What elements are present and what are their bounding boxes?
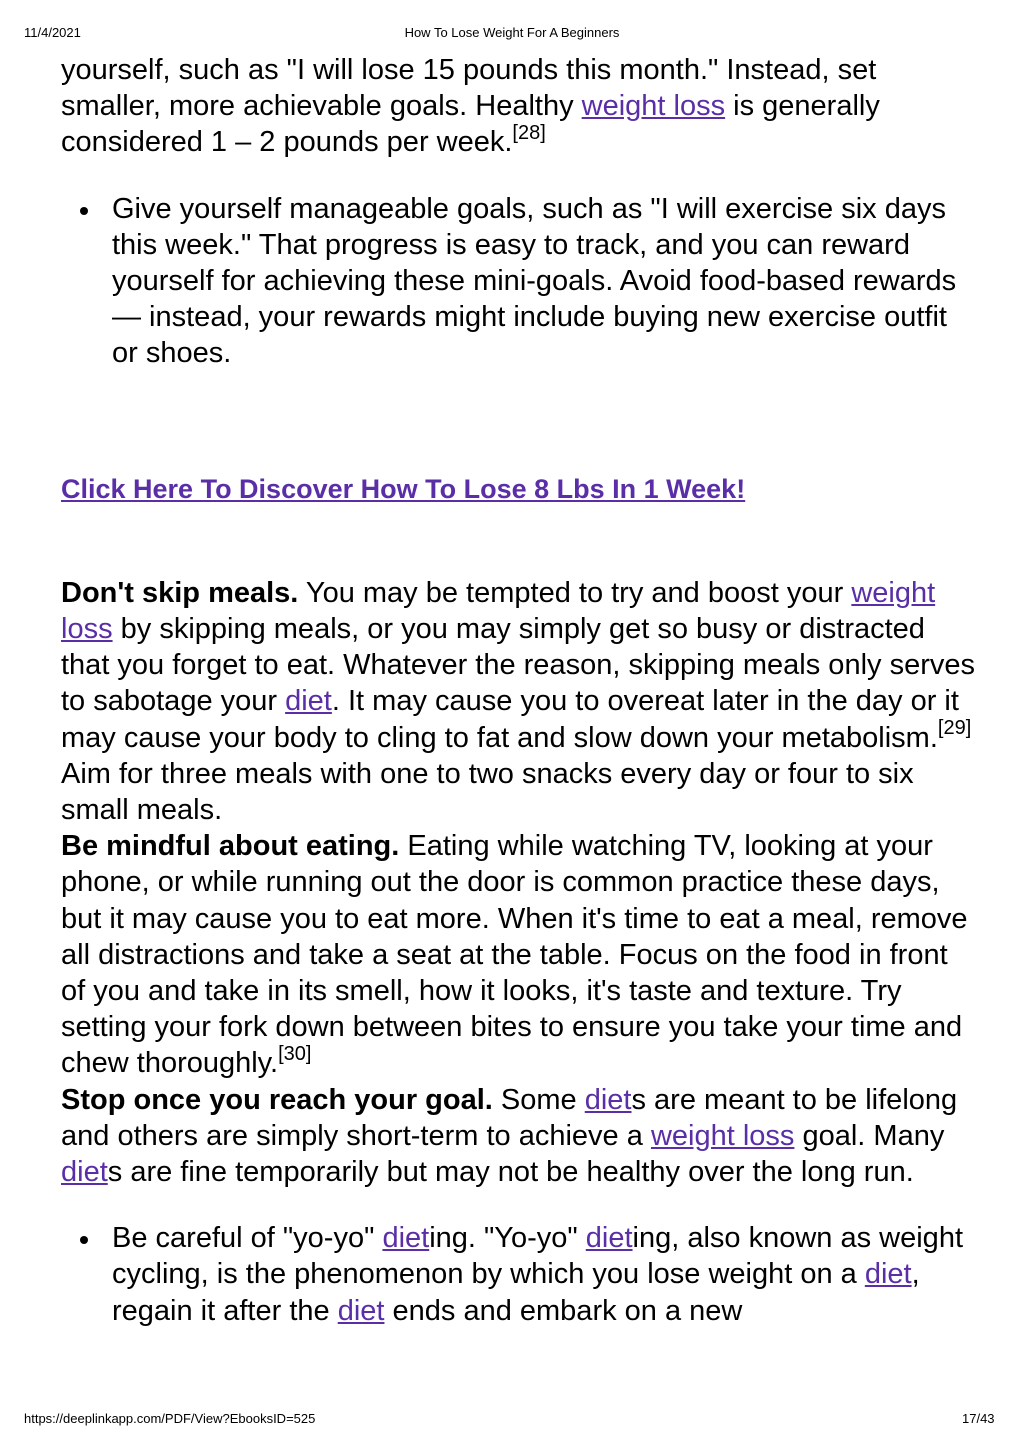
cta-link[interactable]: Click Here To Discover How To Lose 8 Lbs In 1 Week! bbox=[61, 473, 746, 504]
section-heading: Don't skip meals. bbox=[61, 576, 299, 609]
cta-paragraph bbox=[61, 471, 976, 507]
stop-paragraph bbox=[61, 1082, 976, 1191]
citation-29[interactable]: [29] bbox=[937, 716, 972, 739]
article-body bbox=[61, 52, 976, 1329]
goals-list bbox=[61, 191, 976, 372]
intro-text: is generally considered 1 – 2 pounds per week. bbox=[61, 90, 880, 159]
section-heading: Be mindful about eating. bbox=[61, 830, 400, 863]
bullet-text: Be careful of "yo-yo" bbox=[112, 1222, 383, 1255]
weight-loss-link[interactable]: weight loss bbox=[650, 1119, 795, 1152]
citation-30[interactable]: [30] bbox=[278, 1042, 312, 1065]
paragraph-text: by skipping meals, or you may simply get so busy or distracted that you forget to eat. Whatever the reason, skipping meals only serves to sabotage your bbox=[61, 613, 975, 718]
diet-link[interactable]: diet bbox=[585, 1222, 633, 1255]
paragraph-text: goal. Many bbox=[794, 1119, 945, 1152]
diet-link[interactable]: diet bbox=[584, 1083, 632, 1116]
diet-link[interactable]: diet bbox=[382, 1222, 430, 1255]
yoyo-list bbox=[61, 1220, 976, 1329]
bullet-text: ing. "Yo-yo" bbox=[429, 1222, 586, 1255]
page-number: 17/43 bbox=[962, 1411, 995, 1426]
paragraph-text: Aim for three meals with one to two snacks every day or four to six small meals. bbox=[61, 757, 914, 827]
paragraph-text: Eating while watching TV, looking at your phone, or while running out the door is common practice these days, but it may cause you to eat more. When it's time to eat a meal, remove all distractions and take a seat at the table. Focus on the food in front of you and take in its smell, how it looks, it's taste and texture. Try setting your fork down between bites to ensure you take your time and chew thoroughly. bbox=[61, 830, 968, 1080]
citation-28[interactable]: [28] bbox=[512, 121, 546, 144]
header-date: 11/4/2021 bbox=[24, 25, 81, 40]
bullet-text: ends and embark on a new bbox=[384, 1294, 743, 1327]
diet-link[interactable]: diet bbox=[61, 1156, 108, 1189]
footer-url: https://deeplinkapp.com/PDF/View?EbooksID=525 bbox=[24, 1411, 316, 1426]
paragraph-text: You may be tempted to try and boost your bbox=[298, 576, 852, 609]
bullet-text: , regain it after the bbox=[112, 1258, 920, 1327]
section-heading: Stop once you reach your goal. bbox=[61, 1083, 493, 1116]
bullet-text: ing, also known as weight cycling, is the phenomenon by which you lose weight on a bbox=[112, 1222, 964, 1291]
intro-paragraph bbox=[61, 52, 976, 161]
paragraph-text: s are meant to be lifelong and others are simply short-term to achieve a bbox=[61, 1083, 958, 1152]
mindful-paragraph bbox=[61, 828, 976, 1081]
skip-meals-paragraph bbox=[61, 575, 976, 828]
list-item bbox=[112, 1220, 976, 1329]
paragraph-text: . It may cause you to overeat later in the day or it may cause your body to cling to fat and slow down your metabolism. bbox=[61, 685, 959, 754]
diet-link[interactable]: diet bbox=[864, 1258, 912, 1291]
paragraph-text: s are fine temporarily but may not be healthy over the long run. bbox=[107, 1156, 914, 1189]
bullet-text: Give yourself manageable goals, such as "I will exercise six days this week." That progress is easy to track, and you can reward yourself for achieving these mini-goals. Avoid food-based rewards — instead, your rewards might include buying new exercise outfit or shoes. bbox=[112, 192, 957, 370]
paragraph-text: Some bbox=[492, 1083, 585, 1116]
diet-link[interactable]: diet bbox=[337, 1294, 385, 1327]
weight-loss-link[interactable]: weight loss bbox=[581, 90, 726, 123]
list-item bbox=[112, 191, 976, 372]
header-title: How To Lose Weight For A Beginners bbox=[404, 25, 620, 40]
weight-loss-link[interactable]: weight loss bbox=[61, 576, 936, 646]
intro-text: yourself, such as "I will lose 15 pounds this month." Instead, set smaller, more achievable goals. Healthy bbox=[61, 54, 877, 123]
diet-link[interactable]: diet bbox=[285, 685, 332, 718]
